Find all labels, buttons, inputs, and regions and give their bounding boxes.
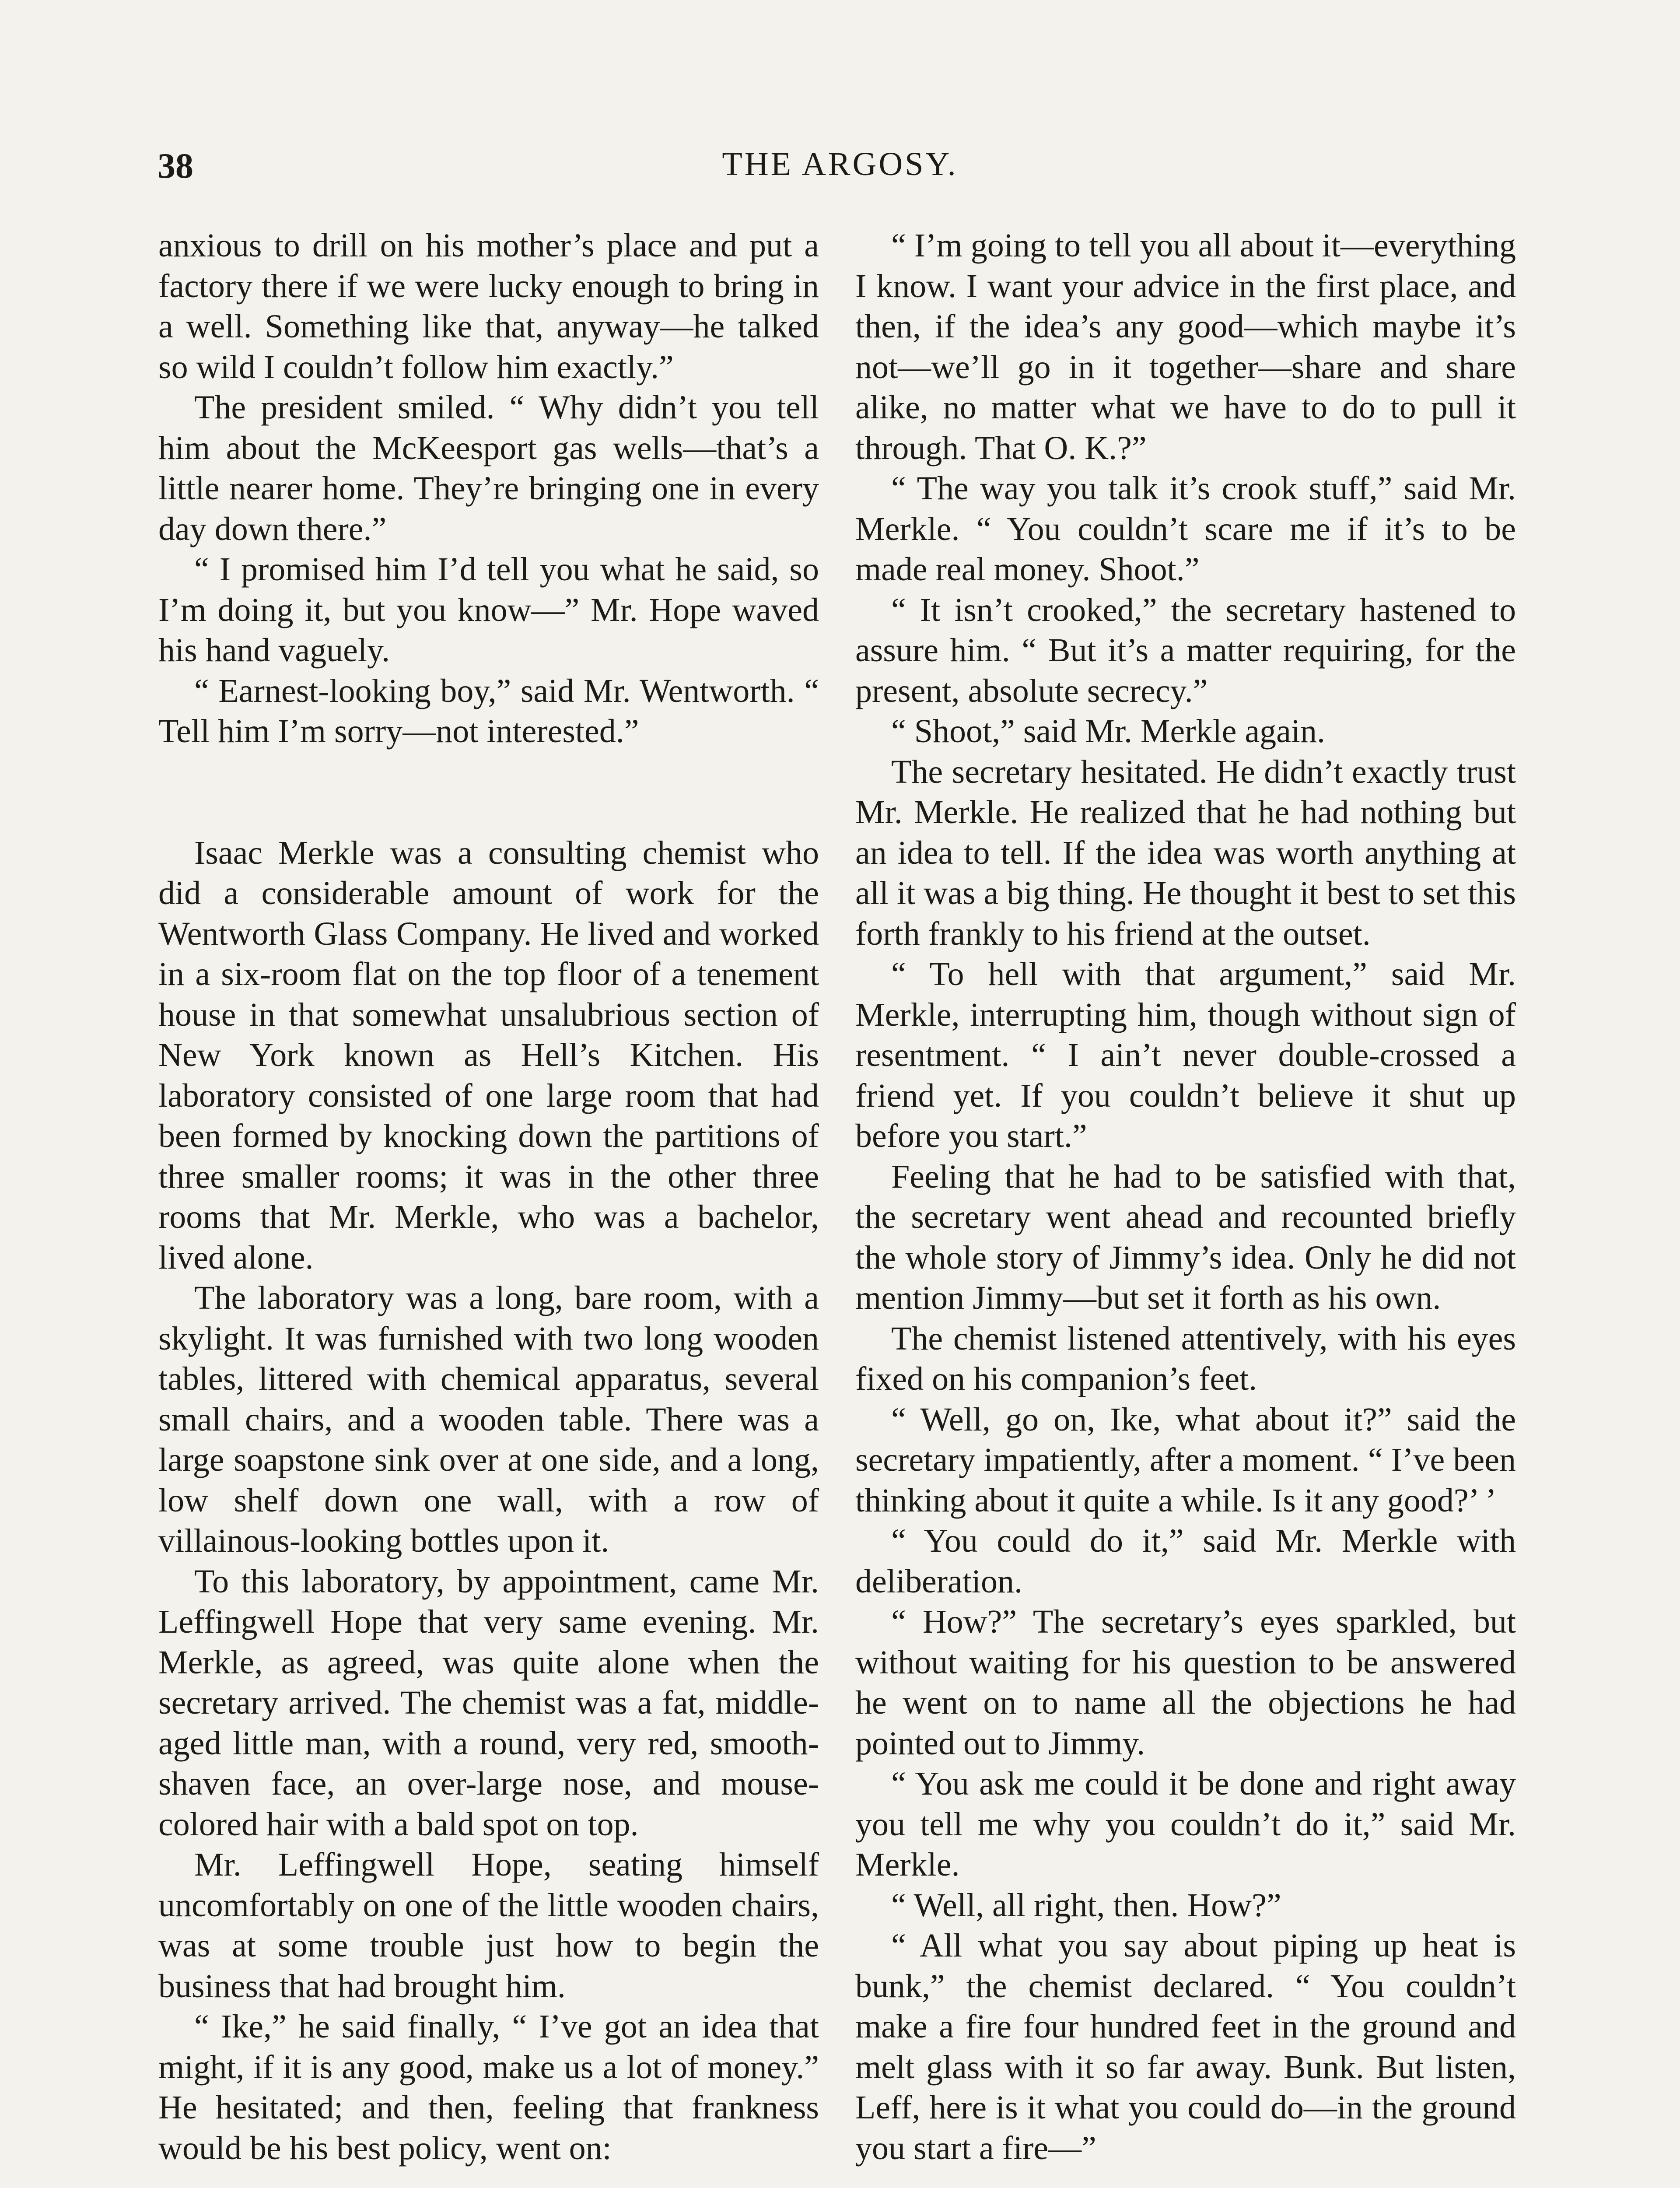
paragraph: “ You ask me could it be done and right away you tell me why you couldn’t do it,” said Mr. Merkle.	[855, 1765, 1516, 1883]
left-column	[158, 225, 819, 2168]
page-number: 38	[158, 146, 193, 186]
paragraph: “ Well, all right, then. How?”	[891, 1886, 1281, 1924]
paragraph: “ All what you say about piping up heat is bunk,” the chemist declared. “ You couldn’t make a fire four hundred feet in the ground and melt glass with it so far away. Bunk. But listen, Leff, here is it what you could do—in the ground you start a fire—”	[855, 1927, 1516, 2167]
running-title: THE ARGOSY.	[722, 146, 958, 182]
paragraph: “ Shoot,” said Mr. Merkle again.	[891, 713, 1326, 750]
paragraph: “ How?” The secretary’s eyes sparkled, but without waiting for his question to be answered he went on to name all the objections he had pointed out to Jimmy.	[855, 1603, 1516, 1762]
paragraph: Feeling that he had to be satisfied with that, the secretary went ahead and recounted briefly the whole story of Jimmy’s idea. Only he did not mention Jimmy—but set it forth as his own.	[855, 1158, 1516, 1316]
paragraph: The secretary hesitated. He didn’t exactly trust Mr. Merkle. He realized that he had nothing but an idea to tell. If the idea was worth anything at all it was a big thing. He thought it best to set this forth frankly to his friend at the outset.	[855, 753, 1516, 952]
paragraph: Mr. Leffingwell Hope, seating himself uncomfortably on one of the little wooden chairs, was at some trouble just how to begin the business that had brought him.	[158, 1846, 819, 2005]
paragraph: “ To hell with that argument,” said Mr. Merkle, interrupting him, though without sign of resentment. “ I ain’t never double-crossed a friend yet. If you couldn’t believe it shut up before you start.”	[855, 956, 1516, 1154]
paragraph: “ You could do it,” said Mr. Merkle with deliberation.	[855, 1522, 1516, 1600]
paragraph: “ Earnest-looking boy,” said Mr. Wentworth. “ Tell him I’m sorry—not interested.”	[158, 672, 819, 750]
paragraph: Isaac Merkle was a consulting chemist who did a considerable amount of work for the Wentworth Glass Company. He lived and worked in a six-room flat on the top floor of a tenement house in that somewhat unsalubrious section of New York known as Hell’s Kitchen. His laboratory consisted of one large room that had been formed by knocking down the partitions of three smaller rooms; it was in the other three rooms that Mr. Merkle, who was a bachelor, lived alone.	[158, 834, 819, 1276]
paragraph: “ I’m going to tell you all about it—everything I know. I want your advice in the first place, and then, if the idea’s any good—which maybe it’s not—we’ll go in it together—share and share alike, no matter what we have to do to pull it through. That O. K.?”	[855, 227, 1516, 466]
paragraph: “ The way you talk it’s crook stuff,” said Mr. Merkle. “ You couldn’t scare me if it’s to be made real money. Shoot.”	[855, 470, 1516, 588]
paragraph: “ It isn’t crooked,” the secretary hastened to assure him. “ But it’s a matter requiring, for the present, absolute secrecy.”	[855, 591, 1516, 709]
paragraph: “ Ike,” he said finally, “ I’ve got an idea that might, if it is any good, make us a lot of money.” He hesitated; and then, feeling that frankness would be his best policy, went on:	[158, 2008, 819, 2167]
paragraph: The president smiled. “ Why didn’t you tell him about the McKeesport gas wells—that’s a little nearer home. They’re bringing one in every day down there.”	[158, 389, 819, 547]
paragraph: “ I promised him I’d tell you what he said, so I’m doing it, but you know—” Mr. Hope waved his hand vaguely.	[158, 551, 819, 669]
right-column	[855, 225, 1516, 2168]
paragraph: The laboratory was a long, bare room, with a skylight. It was furnished with two long wooden tables, littered with chemical apparatus, several small chairs, and a wooden table. There was a large soapstone sink over at one side, and a long, low shelf down one wall, with a row of villainous-looking bottles upon it.	[158, 1280, 819, 1559]
paragraph: “ Well, go on, Ike, what about it?” said the secretary impatiently, after a moment. “ I’ve been thinking about it quite a while. Is it any good?’ ’	[855, 1401, 1516, 1519]
page-header	[158, 145, 1522, 193]
paragraph: To this laboratory, by appointment, came Mr. Leffingwell Hope that very same evening. Mr. Merkle, as agreed, was quite alone when the secretary arrived. The chemist was a fat, middle-aged little man, with a round, very red, smooth-shaven face, an over-large nose, and mouse-colored hair with a bald spot on top.	[158, 1563, 819, 1843]
paragraph: The chemist listened attentively, with his eyes fixed on his companion’s feet.	[855, 1320, 1516, 1397]
paragraph: anxious to drill on his mother’s place and put a factory there if we were lucky enough to bring in a well. Something like that, anyway—he talked so wild I couldn’t follow him exactly.”	[158, 227, 819, 386]
